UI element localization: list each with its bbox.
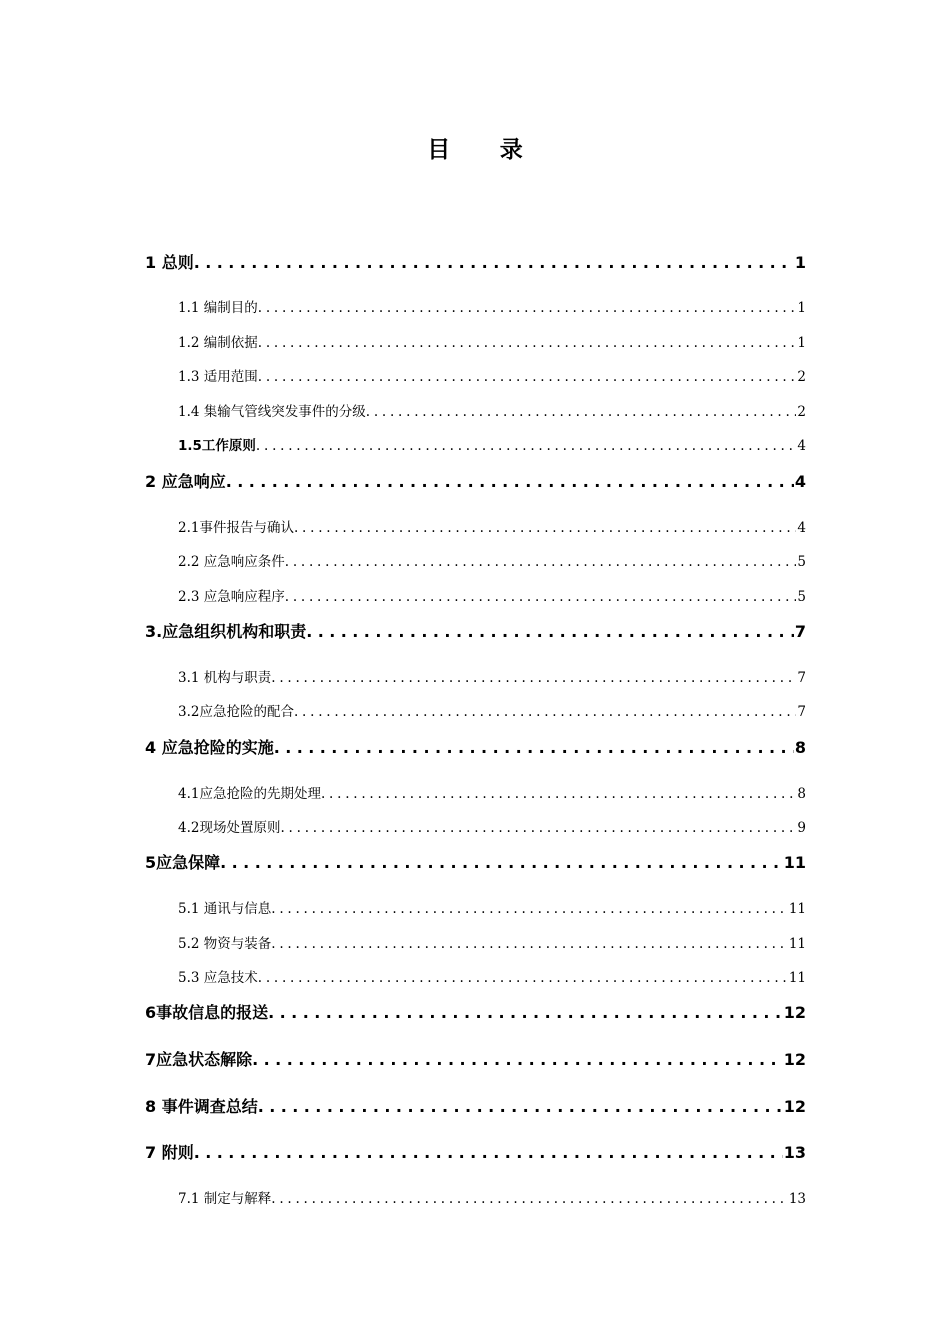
toc-entry[interactable] <box>178 898 806 920</box>
toc-leader <box>258 366 797 388</box>
page-title: 目 录 <box>427 137 544 163</box>
toc-entry[interactable] <box>178 435 806 457</box>
toc-leader <box>258 967 788 989</box>
toc-entry-label: 7应急状态解除 <box>145 1050 253 1069</box>
toc-entry[interactable] <box>178 1188 806 1210</box>
toc-entry-label: 8 事件调查总结 <box>145 1097 258 1116</box>
toc-entry-page: 12 <box>783 1097 806 1116</box>
toc-entry-label: 2 应急响应 <box>145 472 226 491</box>
toc-entry-label: 5.2 物资与装备 <box>178 936 272 952</box>
toc-leader <box>285 551 797 573</box>
toc-entry[interactable] <box>145 620 806 644</box>
toc-leader <box>271 667 796 689</box>
toc-entry-page: 11 <box>788 901 806 917</box>
toc-entry[interactable] <box>178 667 806 689</box>
toc-entry[interactable] <box>145 470 806 494</box>
toc-entry[interactable] <box>145 851 806 875</box>
toc-entry-label: 1.2 编制依据 <box>178 335 258 351</box>
toc-entry-label: 2.1事件报告与确认 <box>178 520 294 536</box>
toc-entry-page: 4 <box>794 472 806 491</box>
toc-entry[interactable] <box>178 551 806 573</box>
toc-entry-label: 1.3 适用范围 <box>178 369 258 385</box>
toc-entry-label: 3.1 机构与职责 <box>178 670 272 686</box>
toc-entry-label: 1.5工作原则 <box>178 438 256 454</box>
toc-entry[interactable] <box>145 1048 806 1072</box>
toc-entry-page: 2 <box>797 369 806 385</box>
toc-leader <box>220 851 783 875</box>
toc-leader <box>280 817 796 839</box>
toc-entry-page: 1 <box>794 253 806 272</box>
toc-entry-page: 8 <box>794 738 806 757</box>
toc-leader <box>252 1048 783 1072</box>
toc-entry-page: 7 <box>797 704 806 720</box>
toc-leader <box>274 736 794 760</box>
toc-leader <box>306 620 794 644</box>
toc-leader <box>271 1188 788 1210</box>
toc-entry-page: 1 <box>797 335 806 351</box>
toc-entry[interactable] <box>178 297 806 319</box>
toc-leader <box>366 401 797 423</box>
toc-leader <box>294 701 796 723</box>
toc-entry[interactable] <box>145 251 806 275</box>
toc-entry-page: 13 <box>783 1143 806 1162</box>
toc-entry-label: 1 总则 <box>145 253 194 272</box>
toc-entry-page: 4 <box>797 438 806 454</box>
toc-leader <box>321 783 796 805</box>
toc-entry-page: 13 <box>788 1191 806 1207</box>
toc-entry-page: 11 <box>788 970 806 986</box>
toc-entry-page: 5 <box>797 589 806 605</box>
toc-entry-page: 2 <box>797 404 806 420</box>
toc-entry-label: 7 附则 <box>145 1143 194 1162</box>
toc-entry-label: 1.1 编制目的 <box>178 300 258 316</box>
toc-leader <box>271 933 788 955</box>
toc-leader <box>271 898 788 920</box>
toc-entry-page: 7 <box>794 622 806 641</box>
toc-entry-label: 1.4 集输气管线突发事件的分级 <box>178 404 366 420</box>
toc-entry-label: 5.1 通讯与信息 <box>178 901 272 917</box>
toc-entry-page: 4 <box>797 520 806 536</box>
toc-entry-label: 3.应急组织机构和职责 <box>145 622 307 641</box>
toc-entry-label: 2.3 应急响应程序 <box>178 589 285 605</box>
toc-leader <box>226 470 794 494</box>
toc-entry[interactable] <box>178 783 806 805</box>
toc-entry[interactable] <box>178 401 806 423</box>
toc-leader <box>258 332 797 354</box>
toc-leader <box>285 586 797 608</box>
toc-entry-page: 11 <box>783 853 806 872</box>
toc-entry-page: 8 <box>797 786 806 802</box>
toc-entry-label: 4.2现场处置原则 <box>178 820 281 836</box>
toc-leader <box>258 1095 783 1119</box>
toc-entry-page: 11 <box>788 936 806 952</box>
toc-entry[interactable] <box>145 736 806 760</box>
toc-leader <box>258 297 797 319</box>
toc-entry[interactable] <box>178 967 806 989</box>
toc-leader <box>268 1001 783 1025</box>
toc-entry-page: 12 <box>783 1003 806 1022</box>
toc-entry-label: 5.3 应急技术 <box>178 970 258 986</box>
toc-entry-label: 7.1 制定与解释 <box>178 1191 272 1207</box>
toc-entry[interactable] <box>145 1001 806 1025</box>
toc-leader <box>194 251 794 275</box>
toc-entry[interactable] <box>178 933 806 955</box>
toc-entry[interactable] <box>145 1095 806 1119</box>
toc-entry-label: 4.1应急抢险的先期处理 <box>178 786 321 802</box>
toc-entry[interactable] <box>178 332 806 354</box>
toc-entry-page: 5 <box>797 554 806 570</box>
toc-entry[interactable] <box>178 817 806 839</box>
toc-entry-label: 4 应急抢险的实施 <box>145 738 274 757</box>
toc-leader <box>294 517 796 539</box>
toc-entry-label: 5应急保障 <box>145 853 221 872</box>
toc-entry[interactable] <box>145 1141 806 1165</box>
toc-entry[interactable] <box>178 586 806 608</box>
toc-entry-label: 6事故信息的报送 <box>145 1003 269 1022</box>
toc-entry-page: 9 <box>797 820 806 836</box>
toc-entry-label: 3.2应急抢险的配合 <box>178 704 294 720</box>
toc-entry-label: 2.2 应急响应条件 <box>178 554 285 570</box>
toc-leader <box>256 435 796 457</box>
toc-entry[interactable] <box>178 517 806 539</box>
toc-entry[interactable] <box>178 701 806 723</box>
toc-entry-page: 12 <box>783 1050 806 1069</box>
toc-entry-page: 7 <box>797 670 806 686</box>
toc-entry-page: 1 <box>797 300 806 316</box>
toc-entry[interactable] <box>178 366 806 388</box>
toc-leader <box>194 1141 783 1165</box>
